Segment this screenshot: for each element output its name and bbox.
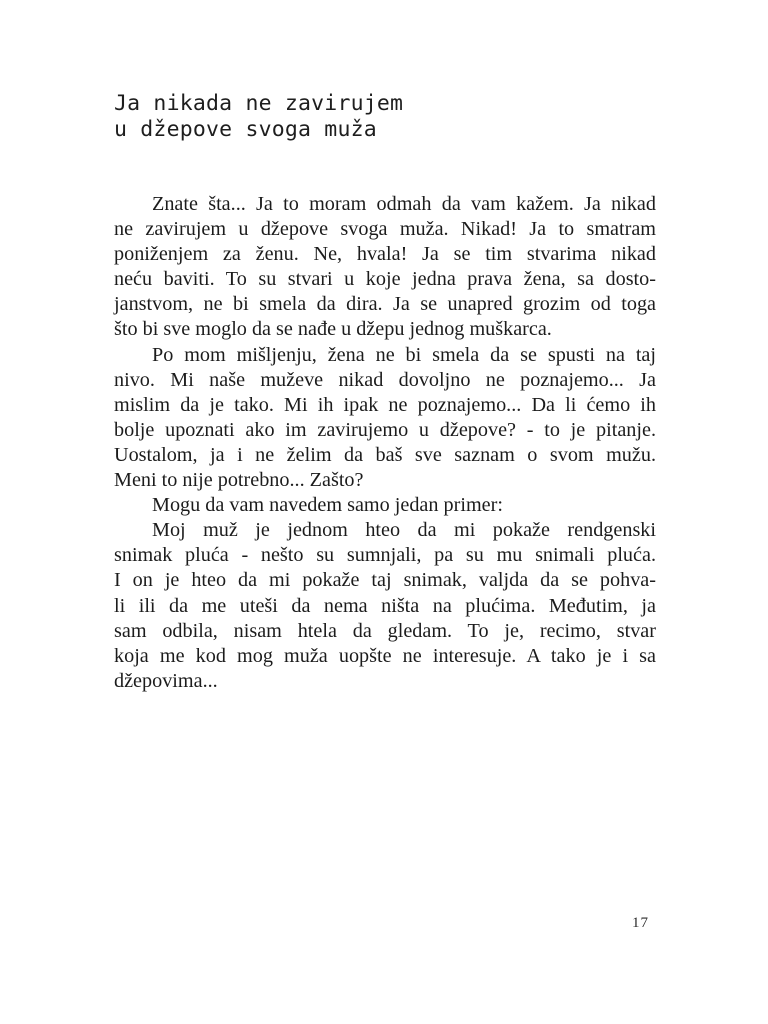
body-line: Po mom mišljenju, žena ne bi smela da se spusti na taj (152, 343, 656, 366)
body-line: nivo. Mi naše muževe nikad dovoljno ne poznajemo... Ja (114, 368, 656, 391)
body-line: I on je hteo da mi pokaže taj snimak, valjda da se pohva- (114, 569, 656, 592)
body-line: snimak pluća - nešto su sumnjali, pa su mu snimali pluća. (114, 544, 656, 567)
body-line: Znate šta... Ja to moram odmah da vam kažem. Ja nikad (152, 193, 656, 215)
body-line: sam odbila, nisam htela da gledam. To je, recimo, stvar (114, 619, 656, 642)
body-line: mislim da je tako. Mi ih ipak ne poznajemo... Da li ćemo ih (114, 393, 656, 416)
chapter-title-line-2: u džepove svoga muža (114, 117, 377, 142)
body-line: što bi sve moglo da se nađe u džepu jednog muškarca. (114, 318, 552, 341)
body-line: janstvom, ne bi smela da dira. Ja se unapred grozim od toga (114, 293, 656, 316)
page-number: 17 (632, 915, 649, 931)
chapter-body (114, 192, 656, 694)
body-line: Uostalom, ja i ne želim da baš sve saznam o svom mužu. (114, 443, 656, 466)
body-line: Mogu da vam navedem samo jedan primer: (152, 494, 503, 517)
chapter-title (114, 91, 654, 143)
chapter-title-line-1: Ja nikada ne zavirujem (114, 91, 404, 116)
body-line: li ili da me uteši da nema ništa na plućima. Međutim, ja (114, 594, 656, 617)
body-line: neću baviti. To su stvari u koje jedna prava žena, sa dosto- (114, 268, 656, 291)
body-line: poniženjem za ženu. Ne, hvala! Ja se tim stvarima nikad (114, 243, 656, 266)
body-line: bolje upoznati ako im zavirujemo u džepove? - to je pitanje. (114, 418, 656, 441)
body-line: koja me kod mog muža uopšte ne interesuje. A tako je i sa (114, 644, 656, 667)
body-line: ne zavirujem u džepove svoga muža. Nikad! Ja to smatram (114, 218, 656, 241)
body-line: džepovima... (114, 669, 218, 692)
body-line: Moj muž je jednom hteo da mi pokaže rendgenski (152, 519, 656, 542)
body-line: Meni to nije potrebno... Zašto? (114, 469, 364, 492)
